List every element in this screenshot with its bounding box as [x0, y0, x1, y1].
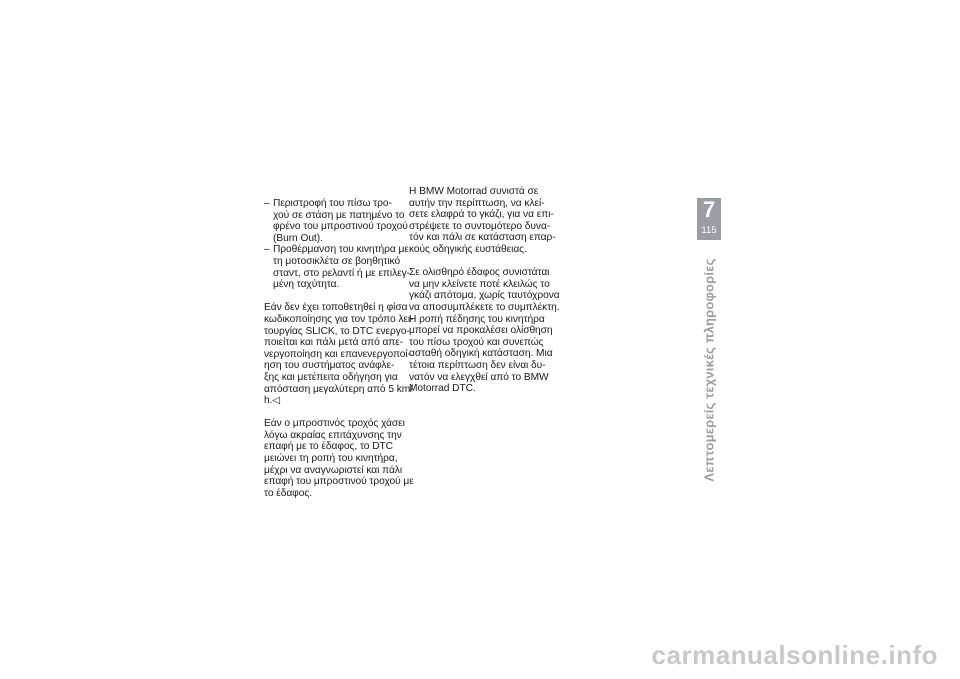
bullet-dash: –: [264, 198, 270, 209]
text-line: κούς οδηγικής ευστάθειας.: [409, 243, 527, 255]
text-line: μέχρι να αναγνωριστεί και πάλι: [264, 464, 403, 476]
paragraph: [264, 302, 414, 407]
text-line: να αποσυμπλέκετε το συμπλέκτη.: [409, 301, 560, 313]
text-line: απόσταση μεγαλύτερη από 5 km/: [264, 383, 413, 395]
paragraph: [409, 186, 556, 256]
text-line: στρέψετε το συντομότερο δυνα-: [409, 220, 551, 232]
text-line: ηση του συστήματος ανάφλε-: [264, 360, 395, 372]
text-line: τόν και πάλι σε κατάσταση επαρ-: [409, 232, 556, 244]
page-number: 115: [701, 225, 717, 236]
text-line: χού σε στάση με πατημένο το: [273, 209, 405, 221]
text-line: του πίσω τροχού και συνεπώς: [409, 336, 544, 348]
text-line: Εάν δεν έχει τοποθετηθεί η φίσα: [264, 302, 408, 314]
paragraph: [409, 267, 560, 395]
text-line: ποιείται και πάλι μετά από απε-: [264, 337, 404, 349]
text-line: λόγω ακραίας επιτάχυνσης την: [264, 429, 402, 441]
text-line: Motorrad DTC.: [409, 383, 476, 395]
text-line: το έδαφος.: [264, 487, 312, 499]
bullet-item: [264, 244, 411, 291]
text-line: γκάζι απότομα, χωρίς ταυτόχρονα: [409, 290, 560, 302]
text-line: σετε ελαφρά το γκάζι, για να επι-: [409, 209, 554, 221]
text-line: Η ροπή πέδησης του κινητήρα: [409, 313, 545, 325]
bullet-item: [264, 198, 408, 244]
chapter-tab: [697, 198, 721, 240]
text-line: σταντ, στο ρελαντί ή με επιλεγ-: [273, 267, 411, 279]
chapter-side-title: Λεπτομερείς τεχνικές πληροφορίες: [701, 258, 717, 482]
text-line: ξης και μετέπειτα οδήγηση για: [264, 371, 398, 383]
text-line: h.◁: [264, 395, 281, 407]
text-line: Προθέρμανση του κινητήρα με: [273, 244, 409, 256]
text-line: επαφή με το έδαφος, το DTC: [264, 441, 393, 453]
text-line: τη μοτοσικλέτα σε βοηθητικό: [273, 255, 401, 267]
text-line: τέτοια περίπτωση δεν είναι δυ-: [409, 359, 546, 371]
right-text-column: [409, 186, 560, 395]
text-line: τουργίας SLICK, το DTC ενεργο-: [264, 325, 410, 337]
left-text-column: [264, 198, 414, 499]
text-line: Σε ολισθηρό έδαφος συνιστάται: [409, 267, 550, 279]
text-line: επαφή του μπροστινού τροχού με: [264, 476, 414, 488]
text-line: (Burn Out).: [273, 232, 323, 244]
text-line: Περιστροφή του πίσω τρο-: [273, 198, 392, 209]
watermark: carmanualsonline.info: [651, 640, 938, 670]
text-line: να μην κλείνετε ποτέ κλειλώς το: [409, 278, 550, 290]
text-line: μένη ταχύτητα.: [273, 279, 340, 291]
text-line: μπορεί να προκαλέσει ολίσθηση: [409, 325, 553, 337]
paragraph: [264, 418, 414, 499]
chapter-number: 7: [702, 197, 716, 222]
text-line: Εάν ο μπροστινός τροχός χάσει: [264, 418, 405, 430]
text-line: Η BMW Motorrad συνιστά σε: [409, 186, 539, 197]
text-line: ασταθή οδηγική κατάσταση. Μια: [409, 348, 553, 360]
text-line: φρένο του μπροστινού τροχού: [273, 221, 408, 233]
text-line: νεργοποίηση και επανενεργοποί-: [264, 348, 411, 360]
bullet-dash: –: [264, 244, 270, 256]
text-line: μειώνει τη ροπή του κινητήρα,: [264, 453, 398, 465]
text-line: κωδικοποίησης για τον τρόπο λει-: [264, 313, 414, 325]
text-line: αυτήν την περίπτωση, να κλεί-: [409, 197, 545, 209]
text-line: νατόν να ελεγχθεί από το BMW: [409, 371, 549, 383]
